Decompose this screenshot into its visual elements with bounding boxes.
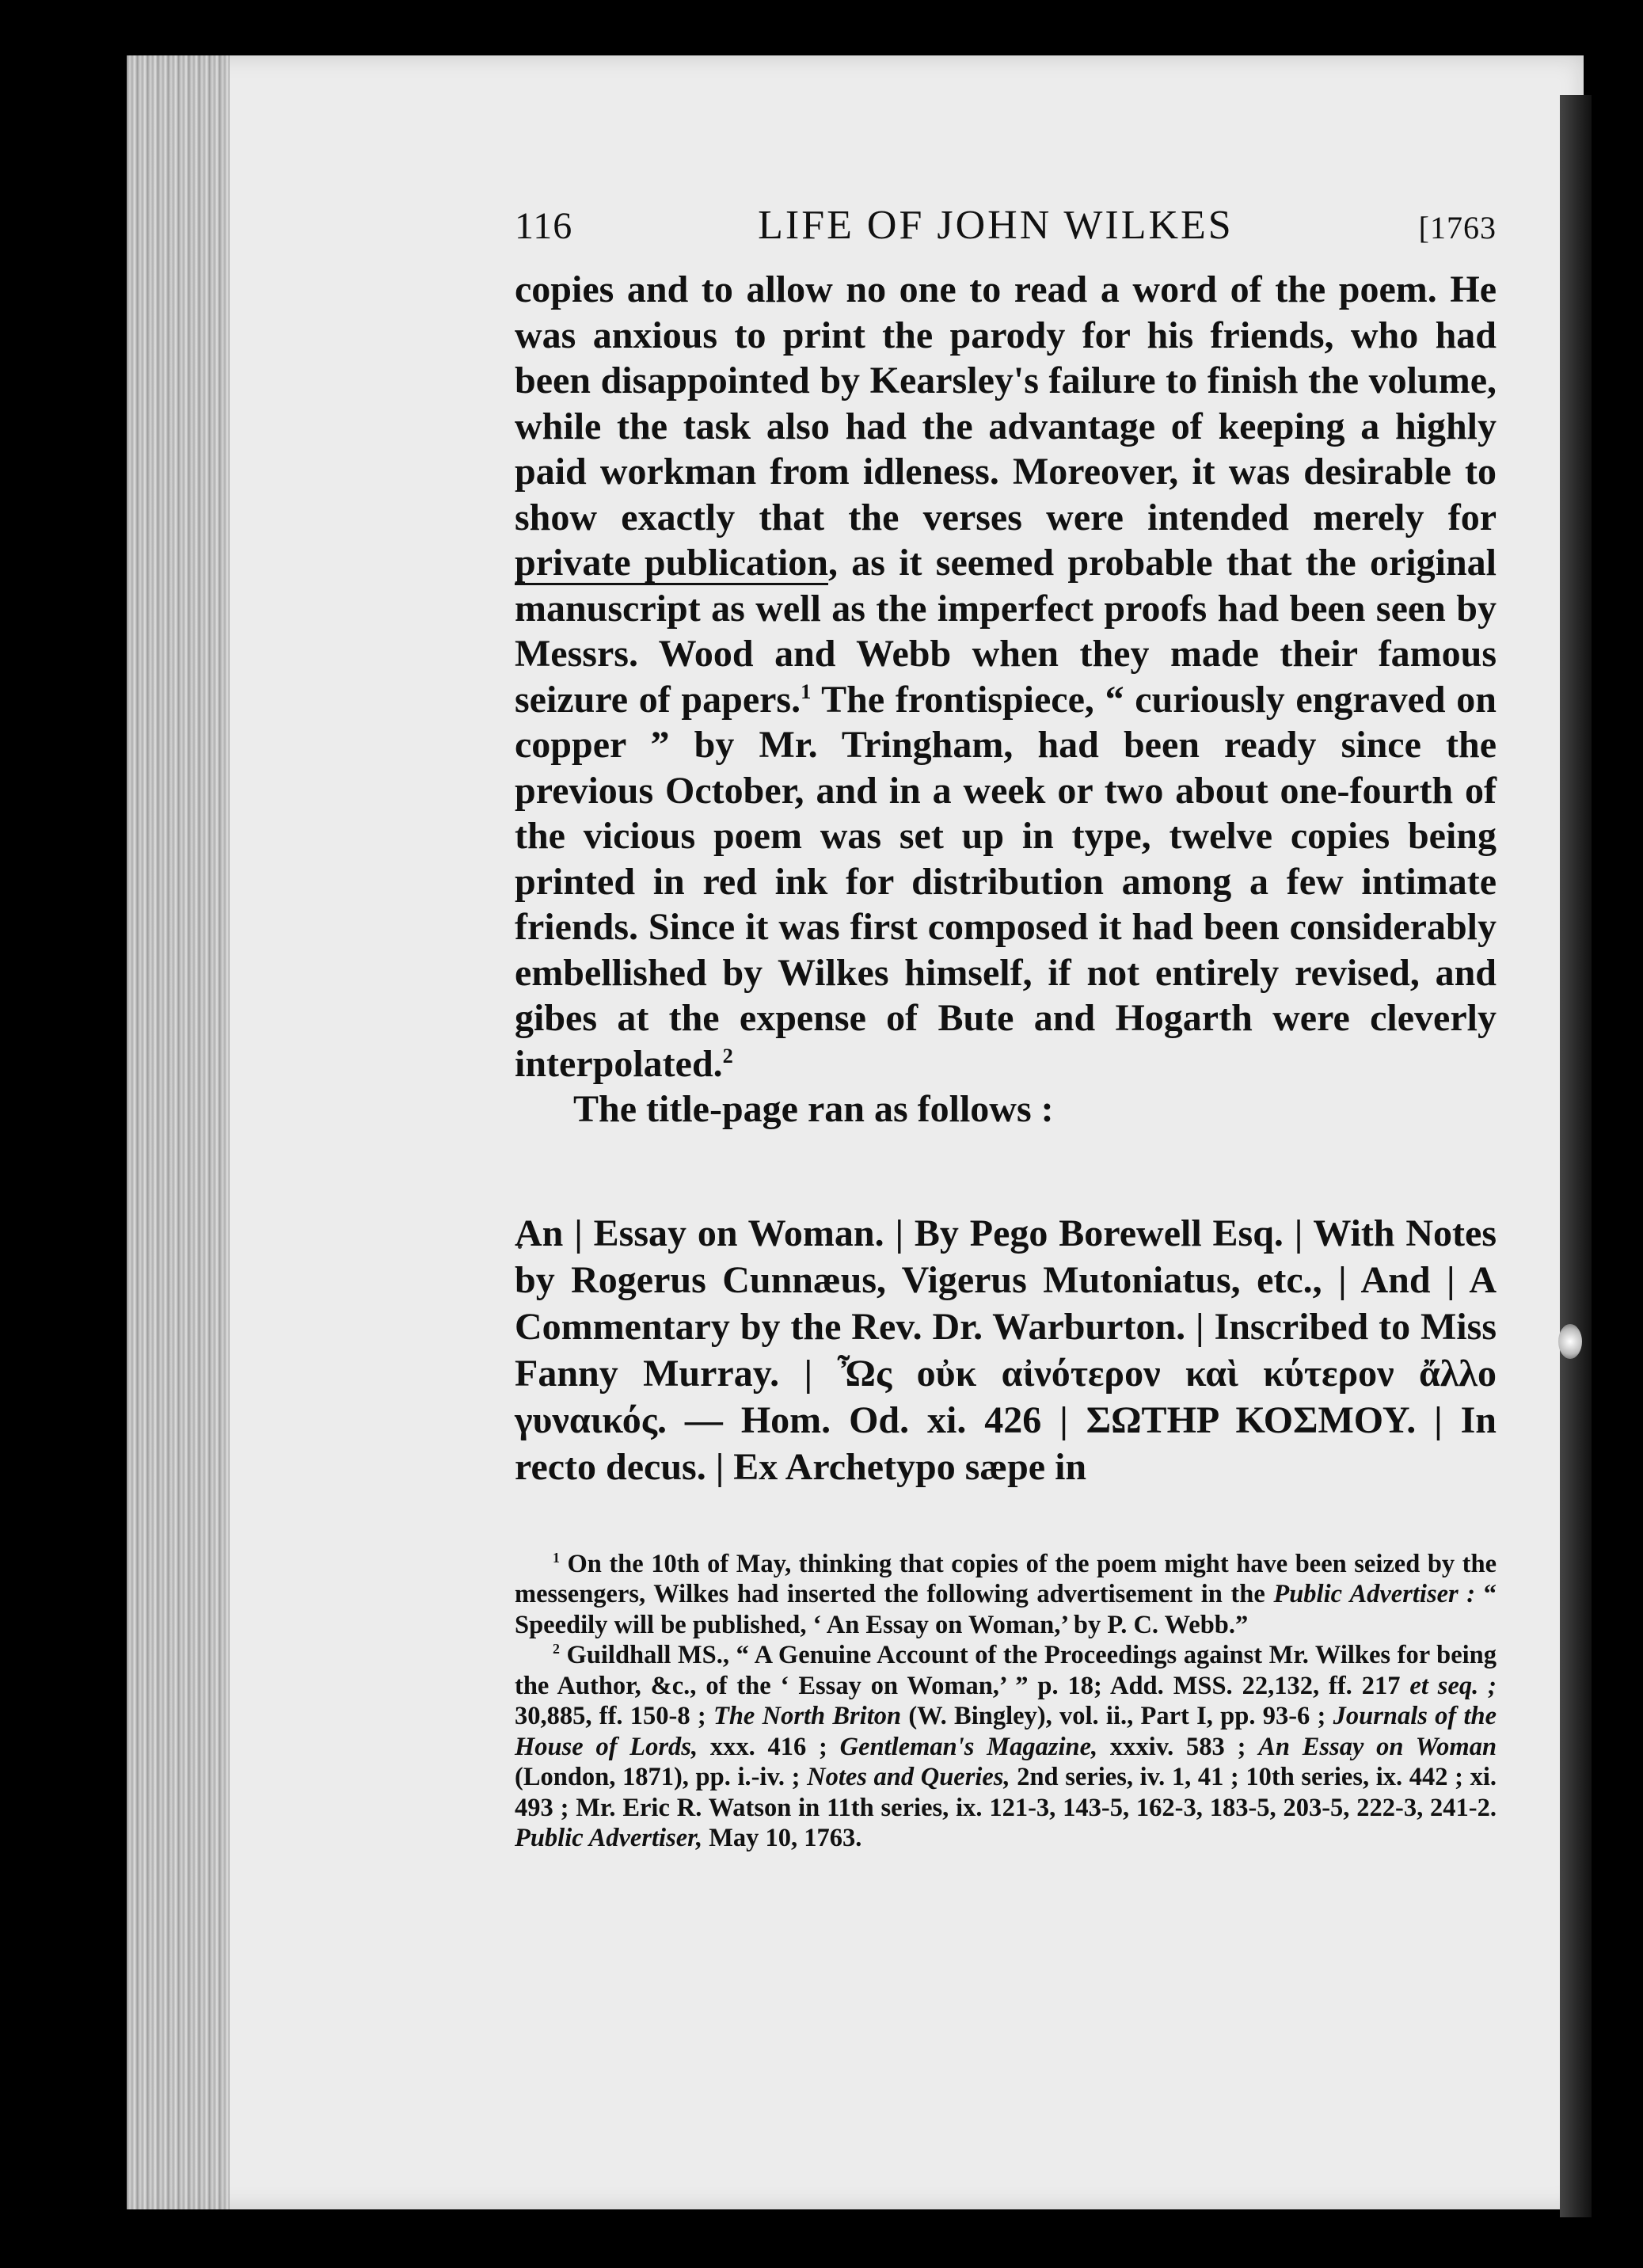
fn2-italic-3: Journals of the House of Lords,	[515, 1702, 1497, 1761]
fn2-text-e: xxxiv. 583 ;	[1097, 1732, 1259, 1761]
fn2-text-h: May 10, 1763.	[702, 1824, 862, 1852]
fn2-text-b: 30,885, ff. 150-8 ;	[515, 1702, 713, 1730]
para1-text-a: copies and to allow no one to read a word of the poem. He was anxious to print the parody for his friends, who had been disappointed by Kearsley's failure to finish the volume, while the task also had the advantage of keeping a highly paid workman from idleness. Moreover, it was desirable to show exactly that the verses were intended merely for	[515, 268, 1497, 538]
footnote-ref-2: 2	[722, 1043, 733, 1067]
footnote-1	[515, 1549, 1497, 1641]
fn2-text-d: xxx. 416 ;	[698, 1732, 840, 1761]
page-number: 116	[515, 205, 573, 247]
fn1-text-b: “ Speedily will be published, ‘ An Essay on Woman,’ by P. C. Webb.”	[515, 1580, 1497, 1639]
fn2-text-a: Guildhall MS., “ A Genuine Account of the Proceedings against Mr. Wilkes for being the Author, &c., of the ‘ Essay on Woman,’ ” p. 18; Add. MSS. 22,132, ff. 217	[515, 1641, 1497, 1700]
underlined-phrase: private publication	[515, 542, 828, 584]
fn2-italic-5: An Essay on Woman	[1258, 1732, 1497, 1761]
paper-hole	[1558, 1324, 1582, 1359]
fn2-text-g: 2nd series, iv. 1, 41 ; 10th series, ix. 442 ; xi. 493 ; Mr. Eric R. Watson in 11th series, ix. 121-3, 143-5, 162-3, 183-5, 203-5, 222-3, 241-2.	[515, 1763, 1497, 1822]
header-year: [1763	[1418, 210, 1497, 245]
page-text	[515, 202, 1497, 1854]
fn2-italic-1: et seq. ;	[1409, 1671, 1497, 1700]
para1-text-b: , as it seemed probable that the original manuscript as well as the imperfect proofs had been seen by Messrs. Wood and Webb when they made their famous seizure of papers.	[515, 542, 1497, 721]
footnote-ref-1: 1	[801, 679, 812, 703]
gutter-shadow	[1560, 95, 1592, 2217]
fn2-italic-7: Public Advertiser,	[515, 1824, 703, 1852]
fn2-italic-6: Notes and Queries,	[807, 1763, 1010, 1791]
fn2-italic-2: The North Briton	[713, 1702, 902, 1730]
footnote-1-number: 1	[553, 1549, 560, 1566]
fn2-text-c: (W. Bingley), vol. ii., Part I, pp. 93-6 ;	[901, 1702, 1333, 1730]
fn1-text-a: On the 10th of May, thinking that copies of the poem might have been seized by the messengers, Wilkes had inserted the following advertisement in the	[515, 1549, 1497, 1608]
paragraph-2: The title-page ran as follows :	[573, 1088, 1054, 1130]
page-edges	[127, 55, 230, 2209]
fn1-italic: Public Advertiser :	[1273, 1580, 1476, 1608]
footnotes	[515, 1549, 1497, 1854]
footnote-2-number: 2	[553, 1641, 560, 1657]
running-header	[515, 202, 1497, 256]
running-title: LIFE OF JOHN WILKES	[758, 203, 1234, 248]
paragraph-1	[515, 267, 1497, 1086]
title-page-transcription: An | Essay on Woman. | By Pego Borewell Esq. | With Notes by Rogerus Cunnæus, Vigerus Mutoniatus, etc., | And | A Commentary by the Rev. Dr. Warburton. | Inscribed to Miss Fanny Murray. | Ὦς οὐκ αἰνότερον καὶ κύτερον ἄλλο γυναικός. — Hom. Od. xi. 426 | ΣΩΤΗΡ ΚΟΣΜΟΥ. | In recto decus. | Ex Archetypo sæpe in	[515, 1212, 1497, 1488]
footnote-2	[515, 1640, 1497, 1854]
fn2-italic-4: Gentleman's Magazine,	[839, 1732, 1098, 1761]
fn2-text-f: (London, 1871), pp. i.-iv. ;	[515, 1763, 808, 1791]
para1-text-c: The frontispiece, “ curiously engraved on copper ” by Mr. Tringham, had been ready since the previous October, and in a week or two about one-fourth of the vicious poem was set up in type, twelve copies being printed in red ink for distribution among a few intimate friends. Since it was first composed it had been considerably embellished by Wilkes himself, if not entirely revised, and gibes at the expense of Bute and Hogarth were cleverly interpolated.	[515, 678, 1497, 1085]
